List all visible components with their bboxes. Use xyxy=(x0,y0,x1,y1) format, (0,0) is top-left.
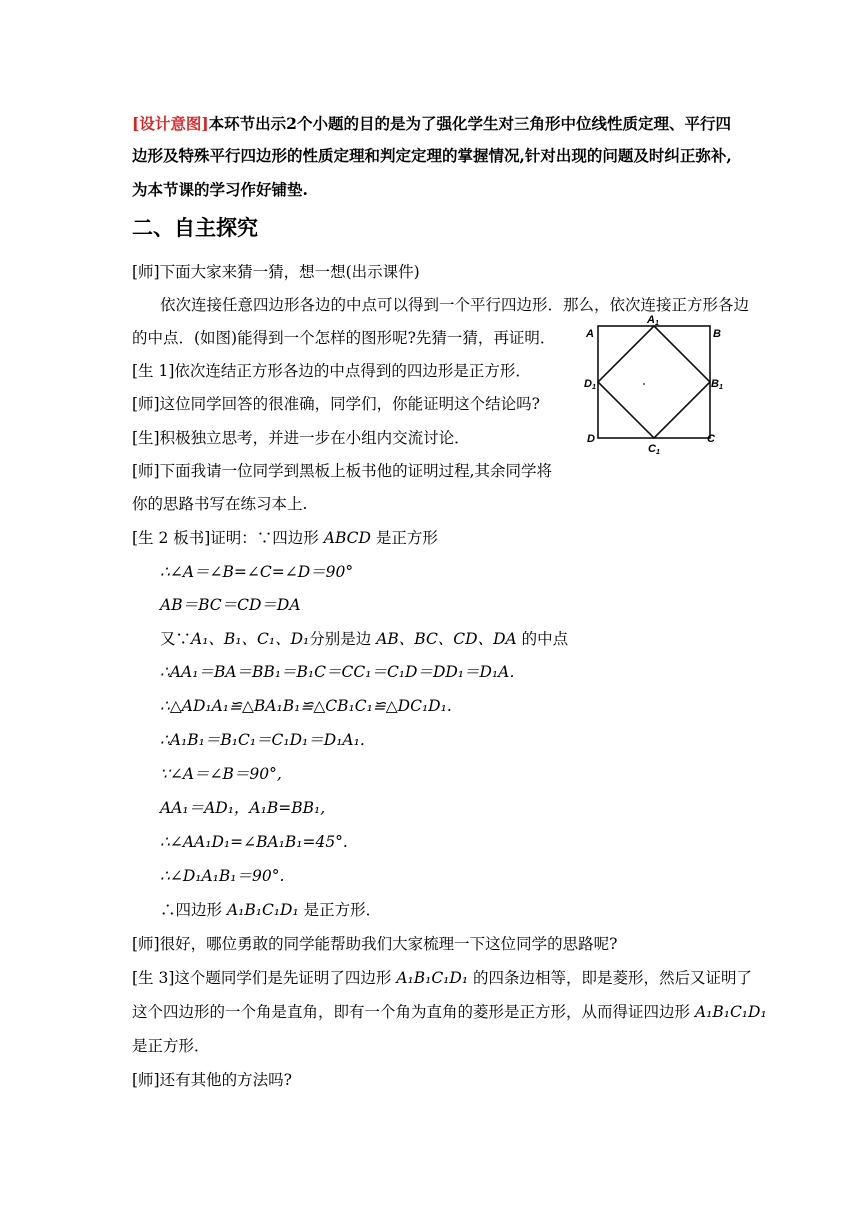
intent-text-1: 本环节出示2个小题的目的是为了强化学生对三角形中位线性质定理、平行四 xyxy=(208,114,731,133)
teacher-line-2b: 的中点．(如图)能得到一个怎样的图形呢?先猜一猜，再证明． xyxy=(132,329,556,347)
label-C: C xyxy=(707,433,715,445)
proof-step-9: ∴∠AA₁D₁=∠BA₁B₁=45°. xyxy=(160,833,348,851)
label-B1: B1 xyxy=(711,378,723,391)
teacher-line-5: [师]很好，哪位勇敢的同学能帮助我们大家梳理一下这位同学的思路呢? xyxy=(132,935,618,953)
proof-step-3 xyxy=(160,629,568,649)
student-line-3a-prefix: [生 3]这个题同学们是先证明了四边形 xyxy=(132,969,397,987)
label-B: B xyxy=(713,328,721,340)
student-line-1: [生 1]依次连结正方形各边的中点得到的四边形是正方形． xyxy=(132,362,531,380)
label-D: D xyxy=(587,433,595,445)
label-D1: D1 xyxy=(584,378,596,391)
center-dot xyxy=(643,383,645,385)
student-line-3b xyxy=(132,1002,767,1022)
label-A: A xyxy=(586,328,594,340)
side-names: AB、BC、CD、DA xyxy=(376,630,517,648)
proof-step-7: ∵∠A＝∠B＝90°, xyxy=(160,765,282,783)
teacher-line-4a: [师]下面我请一位同学到黑板上板书他的证明过程,其余同学将 xyxy=(132,462,553,480)
student-line-3a-suffix: 的四条边相等，即是菱形，然后又证明了 xyxy=(468,969,752,987)
section-heading: 二、自主探究 xyxy=(132,215,258,240)
inner-quad-name: A₁B₁C₁D₁ xyxy=(226,901,299,919)
teacher-line-4b: 你的思路书写在练习本上. xyxy=(132,495,308,513)
student-line-3b-prefix: 这个四边形的一个角是直角，即有一个角为直角的菱形是正方形，从而得证四边形 xyxy=(132,1003,695,1021)
proof-step-3-prefix: 又∵ xyxy=(160,630,192,648)
teacher-line-3: [师]这位同学回答的很准确，同学们，你能证明这个结论吗? xyxy=(132,395,540,413)
proof-step-1: ∴∠A＝∠B=∠C=∠D＝90° xyxy=(160,563,354,581)
intent-tag: [设计意图] xyxy=(132,114,209,133)
label-A1: A1 xyxy=(647,314,659,327)
student-line-3b-name: A₁B₁C₁D₁ xyxy=(694,1003,767,1021)
teacher-line-1: [师]下面大家来猜一猜，想一想(出示课件) xyxy=(132,263,420,281)
intent-line-2: 边形及特殊平行四边形的性质定理和判定定理的掌握情况,针对出现的问题及时纠正弥补, xyxy=(132,146,732,165)
proof-conclusion xyxy=(160,900,381,920)
intent-line-1 xyxy=(132,114,731,134)
proof-step-6: ∴A₁B₁＝B₁C₁＝C₁D₁＝D₁A₁． xyxy=(160,731,376,749)
label-C1: C1 xyxy=(648,443,660,456)
proof-step-10: ∴∠D₁A₁B₁＝90°. xyxy=(160,867,285,885)
proof-step-4: ∴AA₁＝BA＝BB₁＝B₁C＝CC₁＝C₁D＝DD₁＝D₁A． xyxy=(160,663,525,681)
proof-conclusion-suffix: 是正方形． xyxy=(298,901,382,919)
proof-intro-suffix: 是正方形 xyxy=(370,529,438,547)
outer-square xyxy=(598,326,710,438)
proof-conclusion-prefix: ∴四边形 xyxy=(160,901,227,919)
proof-step-8: AA₁＝AD₁，A₁B=BB₁, xyxy=(160,799,326,817)
proof-step-3-suffix: 的中点 xyxy=(516,630,569,648)
student-line-3c: 是正方形． xyxy=(132,1037,210,1055)
proof-step-5: ∴△AD₁A₁≌△BA₁B₁≌△CB₁C₁≌△DC₁D₁. xyxy=(160,697,452,715)
quad-name: ABCD xyxy=(323,529,371,547)
teacher-line-6: [师]还有其他的方法吗? xyxy=(132,1071,292,1089)
proof-intro-prefix: [生 2 板书]证明：∵四边形 xyxy=(132,529,324,547)
proof-step-3-mid: 分别是边 xyxy=(309,630,377,648)
proof-step-2: AB＝BC＝CD＝DA xyxy=(160,596,301,614)
square-midpoint-figure xyxy=(580,314,730,458)
proof-intro xyxy=(132,528,438,548)
intent-line-3: 为本节课的学习作好铺垫. xyxy=(132,180,308,199)
student-line-2: [生]积极独立思考，并进一步在小组内交流讨论． xyxy=(132,429,470,447)
student-line-3a xyxy=(132,968,752,988)
inner-square xyxy=(598,326,710,438)
teacher-line-2a: 依次连接任意四边形各边的中点可以得到一个平行四边形．那么，依次连接正方形各边 xyxy=(160,296,750,314)
student-line-3a-name: A₁B₁C₁D₁ xyxy=(396,969,469,987)
midpoint-names: A₁、B₁、C₁、D₁ xyxy=(191,630,310,648)
